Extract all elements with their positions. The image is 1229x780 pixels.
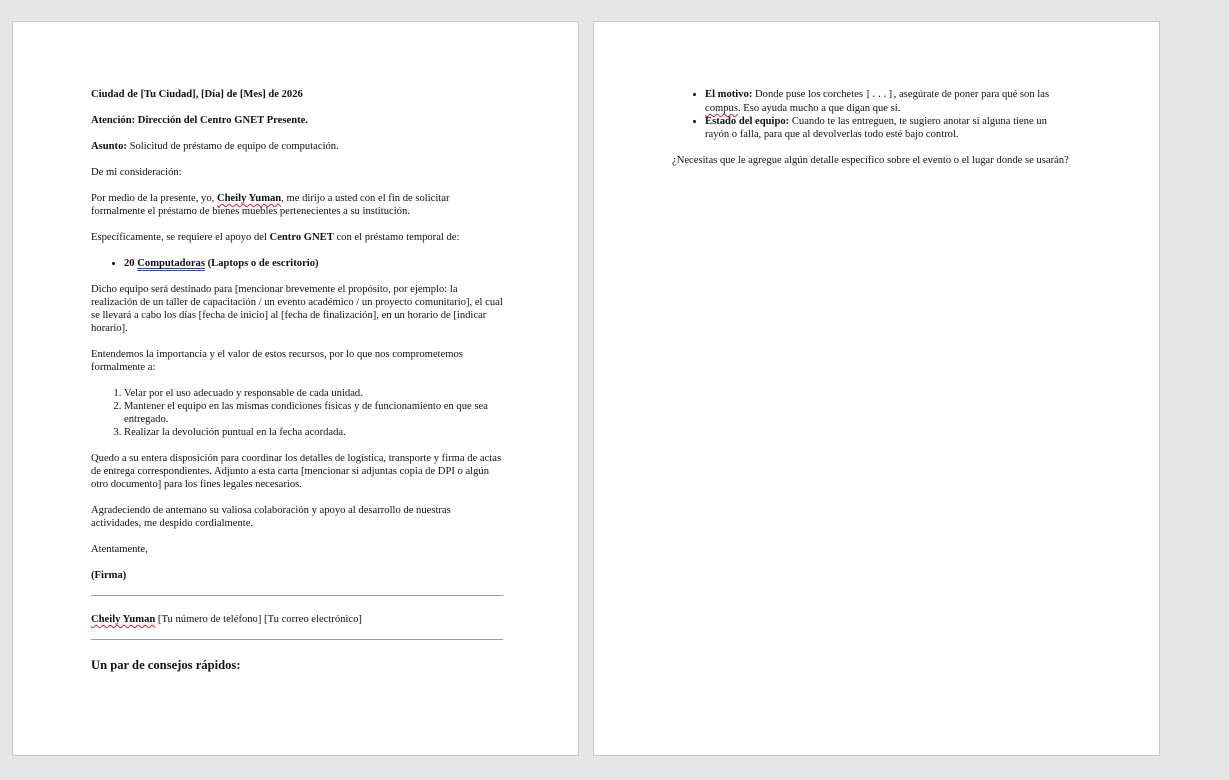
follow-up-question: ¿Necesitas que le agregue algún detalle específico sobre el evento o el lugar donde se usarán? [672, 155, 1069, 166]
signature-text: (Firma) [91, 570, 127, 581]
page-1-body[interactable] [91, 88, 503, 673]
tip-1-code: [...] [865, 90, 894, 100]
request-item-list [91, 257, 503, 270]
commitment-item: 1. Velar por el uso adecuado y responsable de cada unidad. [124, 387, 503, 400]
tips-heading: Un par de consejos rápidos: [91, 658, 241, 672]
tip-1-word[interactable]: compus [705, 103, 738, 114]
page-2-body[interactable] [672, 88, 1072, 180]
signer-contact: [Tu número de teléfono] [Tu correo electrónico] [157, 614, 362, 625]
subject-line [91, 140, 503, 153]
paragraph-commitment: Entendemos la importancia y el valor de estos recursos, por lo que nos comprometemos formalmente a: [91, 349, 463, 373]
commitment-item: 2. Mantener el equipo en las mismas condiciones físicas y de funcionamiento en que sea entregado. [124, 400, 503, 426]
commitment-list [91, 387, 503, 439]
signer-name[interactable]: Cheily Yuman [91, 614, 156, 625]
attention-value: Dirección del Centro GNET Presente. [137, 115, 308, 126]
tip-1-pre: Donde puse los corchetes [755, 89, 863, 100]
paragraph-thanks: Agradeciendo de antemano su valiosa colaboración y apoyo al desarrollo de nuestras actividades, me despido cordialmente. [91, 505, 451, 529]
tips-list [672, 88, 1072, 141]
intro-post: , me dirijo a usted con el fin de solicitar formalmente el préstamo de bienes muebles pertenecientes a su institución. [91, 193, 450, 217]
tip-1-label: El motivo: [705, 89, 753, 100]
date-line [91, 88, 503, 101]
tip-2-text: Cuando te las entreguen, te sugiero anotar si alguna tiene un rayón o falla, para que al devolverlas todo esté bajo control. [705, 116, 1047, 140]
request-pre: Específicamente, se requiere el apoyo del [91, 232, 267, 243]
document-page-1[interactable] [12, 21, 579, 756]
attention-label: Atención: [91, 115, 136, 126]
horizontal-rule [91, 595, 503, 596]
greeting: De mi consideración: [91, 167, 182, 178]
paragraph-purpose: Dicho equipo será destinado para [mencionar brevemente el propósito, por ejemplo: la realización de un taller de capacitación / un evento académico / un proyecto comunitario], el cual se llevará a cabo los días [fecha de inicio] al [fecha de finalización], en un horario de [indicar horario]. [91, 284, 503, 334]
tip-1-mid: , asegúrate de poner para qué son las [893, 89, 1050, 100]
closing: Atentamente, [91, 544, 148, 555]
item-word[interactable]: Computadoras [137, 258, 205, 269]
date-line-text: Ciudad de [Tu Ciudad], [Día] de [Mes] de 2026 [91, 89, 303, 100]
request-post: con el préstamo temporal de: [336, 232, 460, 243]
horizontal-rule [91, 639, 503, 640]
paragraph-intro [91, 192, 503, 218]
signer-line [91, 613, 503, 626]
tip-2-label: Estado del equipo: [705, 116, 790, 127]
signature-line [91, 569, 503, 582]
tip-item [705, 115, 1072, 141]
tip-1-post: . Eso ayuda mucho a que digan que sí. [737, 103, 901, 114]
item-quantity: 20 [124, 258, 135, 269]
commitment-item: 3. Realizar la devolución puntual en la fecha acordada. [124, 426, 503, 439]
subject-value: Solicitud de préstamo de equipo de computación. [129, 141, 339, 152]
document-page-2[interactable] [593, 21, 1160, 756]
paragraph-request [91, 231, 503, 244]
item-detail: (Laptops o de escritorio) [207, 258, 319, 269]
subject-label: Asunto: [91, 141, 127, 152]
request-org: Centro GNET [269, 232, 334, 243]
attention-line [91, 114, 503, 127]
paragraph-logistics: Quedo a su entera disposición para coordinar los detalles de logística, transporte y firma de actas de entrega correspondientes. Adjunto a esta carta [mencionar si adjuntas copia de DPI o algún otro documento] para los fines legales necesarios. [91, 453, 502, 490]
tip-item [705, 88, 1072, 115]
intro-pre: Por medio de la presente, yo, [91, 193, 215, 204]
intro-name[interactable]: Cheily Yuman [216, 193, 282, 204]
request-item [124, 257, 503, 270]
